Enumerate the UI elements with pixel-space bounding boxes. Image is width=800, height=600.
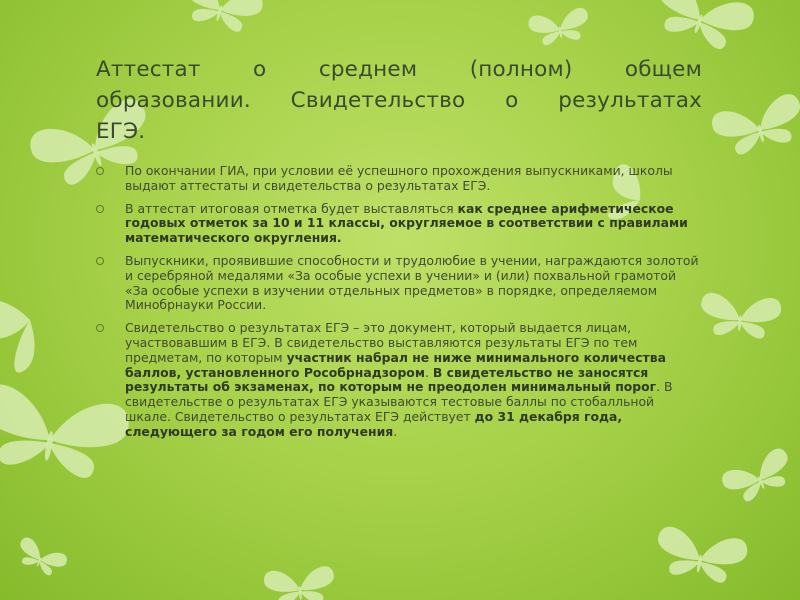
title-line: Аттестат о среднем (полном) общем — [96, 57, 702, 82]
slide-title — [96, 54, 702, 147]
bullet-marker-icon — [96, 257, 104, 265]
bullet-text: В аттестат итоговая отметка будет выставляться — [125, 200, 458, 216]
bullet-marker-icon — [96, 167, 104, 175]
butterfly-shape — [13, 535, 69, 580]
bullet-item — [96, 164, 702, 194]
butterfly-shape — [0, 283, 50, 380]
bullet-text: По окончании ГИА, при условии её успешного прохождения выпускниками, школы выдают аттестаты и свидетельства о результатах ЕГЭ. — [125, 163, 673, 193]
bullet-list — [96, 164, 702, 448]
bullet-bold-text: участник набрал не ниже минимального количества баллов, установленного Рособрнадзором — [125, 349, 666, 380]
title-line: образовании. Свидетельство о результатах — [96, 88, 702, 113]
bullet-item — [96, 321, 702, 439]
butterfly-shape — [527, 7, 592, 48]
bullet-bold-text: В свидетельство не заносятся результаты об экзаменах, по которым не преодолен минимальный порог — [125, 364, 657, 395]
bullet-text: . — [424, 364, 433, 380]
bullet-bold-text: как среднее арифметическое годовых отметок за 10 и 11 классы, округляемое в соответствии с правилами математического округления. — [125, 200, 688, 246]
bullet-text: Свидетельство о результатах ЕГЭ – это документ, который выдается лицам, участвовавшим в ЕГЭ. В свидетельство выставляются результаты ЕГЭ по тем предметам, по которым — [125, 320, 638, 365]
title-line: ЕГЭ. — [96, 119, 146, 144]
butterfly-shape — [699, 292, 782, 340]
bullet-text: Выпускники, проявившие способности и трудолюбие в учении, награждаются золотой и серебряной медалями «За особые успехи в учении» и (или) похвальной грамотой «За особые успехи в изучении отдельных предметов» в порядке, определяемом Минобрнауки России. — [125, 252, 699, 313]
butterfly-shape — [652, 525, 749, 587]
bullet-text: . — [393, 423, 398, 439]
butterfly-shape — [709, 92, 800, 160]
bullet-item — [96, 202, 702, 246]
butterfly-shape — [719, 446, 798, 508]
bullet-item — [96, 254, 702, 313]
bullet-text: . В свидетельстве о результатах ЕГЭ указываются тестовые баллы по стобалльной шкале. Свидетельство о результатах ЕГЭ действует — [125, 379, 673, 424]
bullet-marker-icon — [96, 205, 104, 213]
butterfly-shape — [177, 0, 265, 37]
butterfly-shape — [646, 0, 758, 57]
bullet-marker-icon — [96, 324, 104, 332]
bullet-bold-text: до 31 декабря года, следующего за годом его получения — [125, 408, 623, 439]
butterfly-shape — [263, 565, 336, 600]
